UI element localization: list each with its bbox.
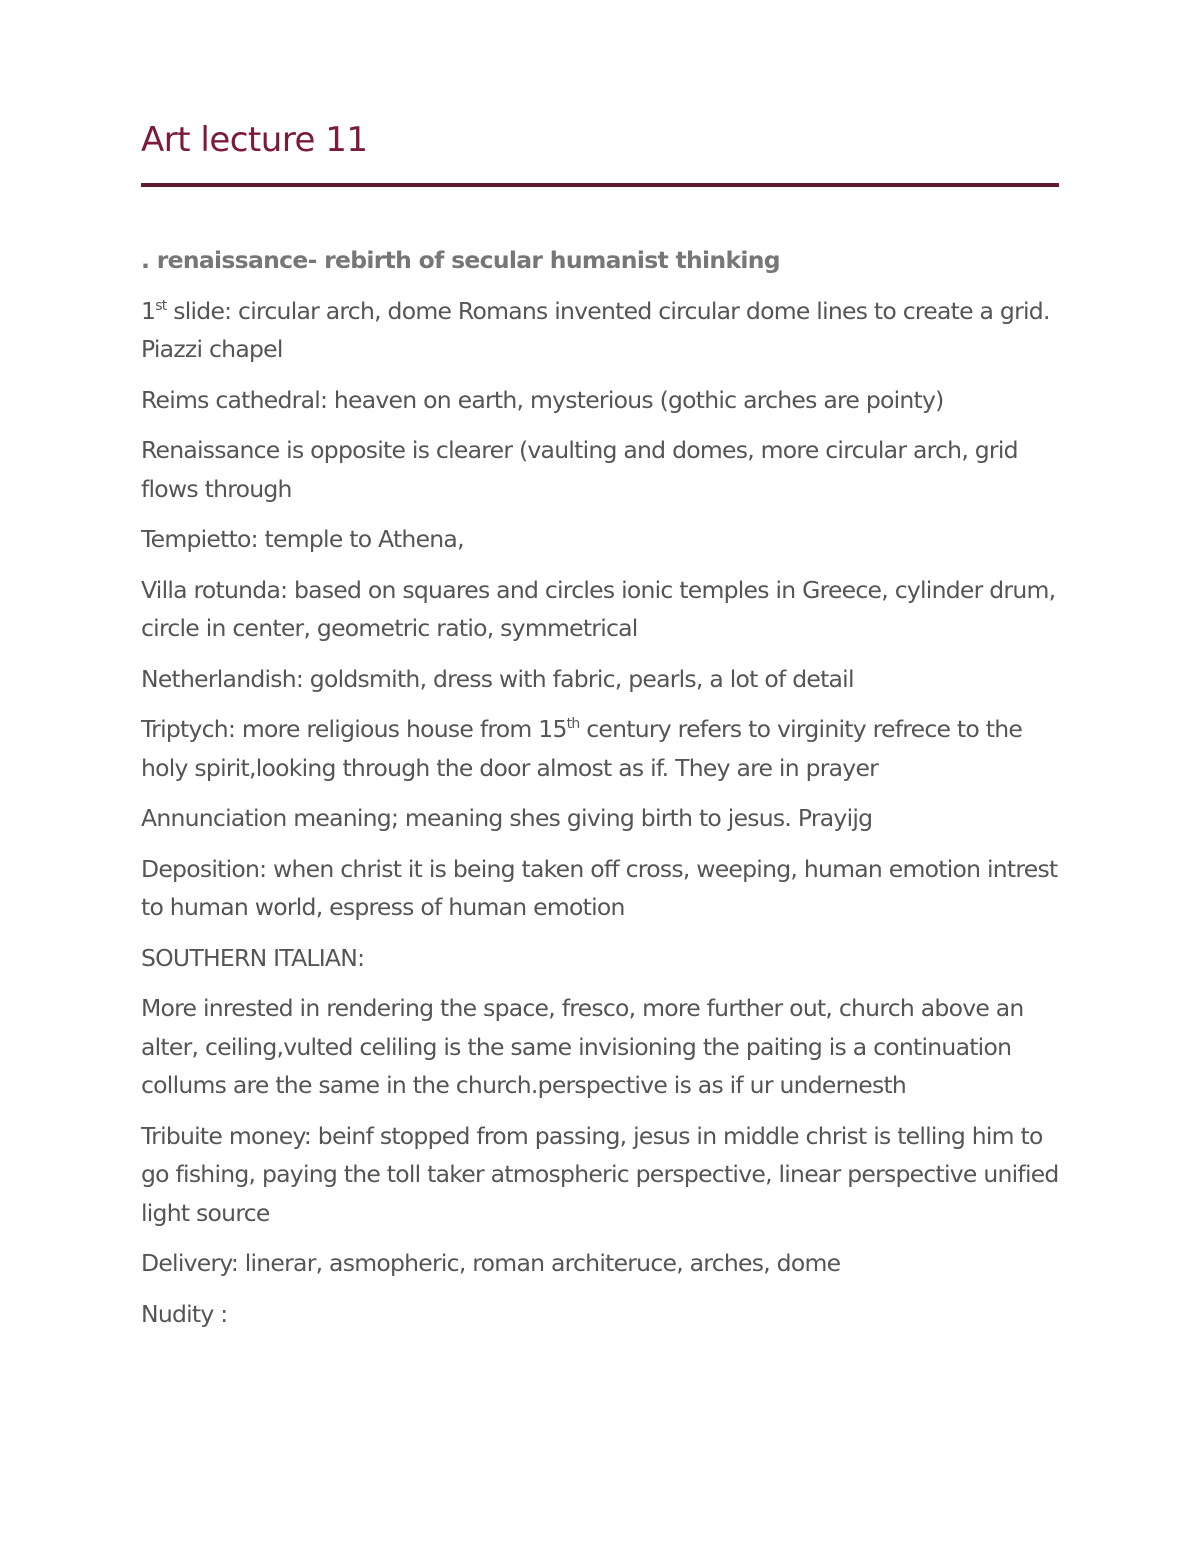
slide1-text: slide: circular arch, dome Romans invented circular dome lines to create a grid. Piazzi chapel [141, 296, 1050, 363]
paragraph-deposition: Deposition: when christ it is being taken off cross, weeping, human emotion intrest to human world, espress of human emotion [141, 854, 1058, 921]
slide-number-suffix: st [155, 297, 167, 314]
slide-number: 1 [141, 296, 156, 325]
paragraph-triptych [141, 710, 1063, 787]
triptych-text-after: century refers to virginity refrece to the holy spirit,looking through the door almost as if. They are in prayer [141, 715, 1023, 782]
paragraph-nudity: Nudity : [141, 1299, 228, 1328]
paragraph-annunciation: Annunciation meaning; meaning shes giving birth to jesus. Prayijg [141, 804, 873, 832]
paragraph-villa-rotunda: Villa rotunda: based on squares and circles ionic temples in Greece, cylinder drum, circle in center, geometric ratio, symmetrical [141, 575, 1056, 642]
triptych-text-before: Triptych: more religious house from 15 [141, 715, 567, 743]
document-body [141, 241, 1063, 1333]
title-divider [141, 183, 1059, 187]
paragraph-netherlandish: Netherlandish: goldsmith, dress with fabric, pearls, a lot of detail [141, 664, 854, 693]
document-title: Art lecture 11 [141, 120, 368, 160]
paragraph-reims: Reims cathedral: heaven on earth, mysterious (gothic arches are pointy) [141, 385, 944, 414]
paragraph-tempietto: Tempietto: temple to Athena, [141, 525, 464, 553]
document-content [141, 116, 1063, 1345]
lead-paragraph: . renaissance- rebirth of secular humanist thinking [141, 246, 780, 274]
paragraph-fresco: More inrested in rendering the space, fresco, more further out, church above an alter, ceiling,vulted celiling is the same invisioning the paiting is a continuation collums are the same in the church.perspective is as if ur undernesth [141, 994, 1024, 1099]
paragraph-southern-italian: SOUTHERN ITALIAN: [141, 943, 365, 972]
paragraph-slide1 [141, 292, 1063, 369]
paragraph-renaissance: Renaissance is opposite is clearer (vaulting and domes, more circular arch, grid flows through [141, 436, 1018, 503]
century-suffix: th [566, 716, 580, 732]
paragraph-delivery: Delivery: linerar, asmopheric, roman architeruce, arches, dome [141, 1249, 841, 1277]
paragraph-tribute-money: Tribuite money: beinf stopped from passing, jesus in middle christ is telling him to go fishing, paying the toll taker atmospheric perspective, linear perspective unified light source [141, 1121, 1059, 1227]
